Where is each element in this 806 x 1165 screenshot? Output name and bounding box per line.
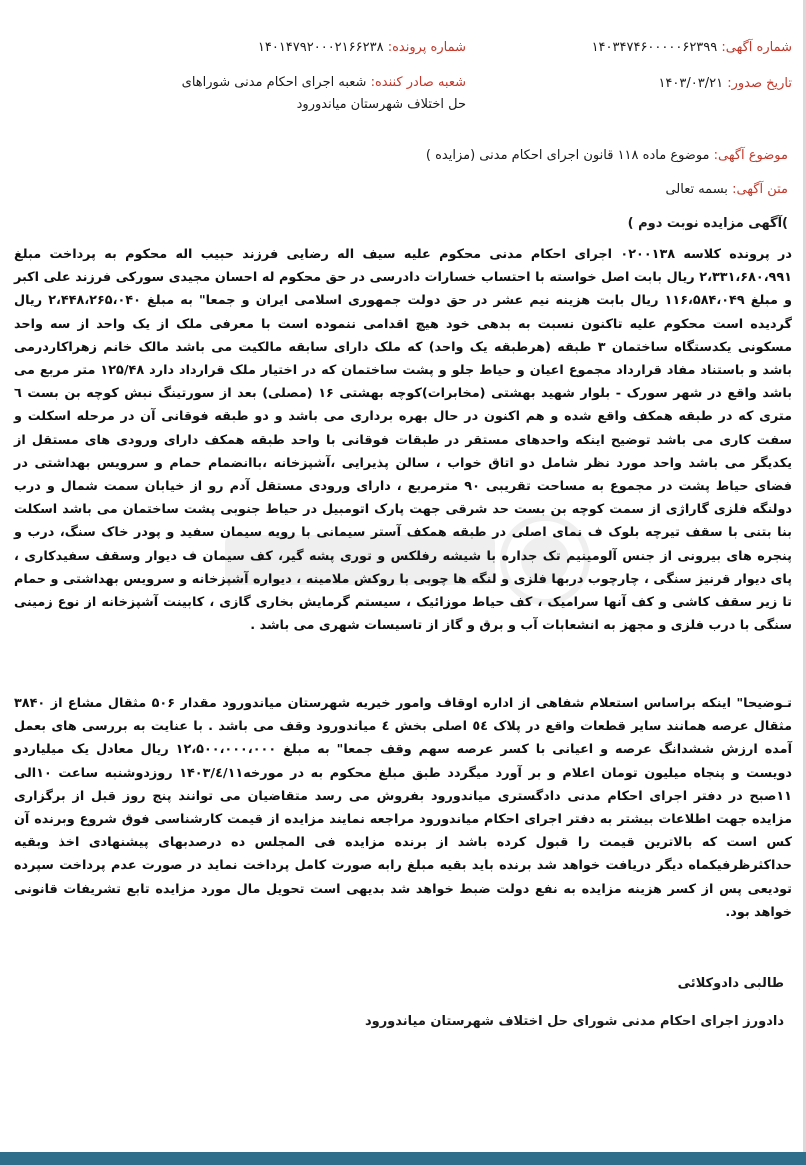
body-paragraph-1: در پرونده کلاسه ۰۲۰۰۱۳۸ اجرای احکام مدنی محکوم علیه سیف اله رضایی فرزند حبیب اله محکوم به پرداخت مبلغ ۲،۳۳۱،۶۸۰،۹۹۱ ریال بابت اصل خواسته با احتساب خسارات دادرسی در حق محکوم له احسان مجیدی سورکی فرزند علی اکبر و مبلغ ۱۱۶،۵۸۴،۰۴۹ ریال بابت هزینه نیم عشر در حق دولت جمهوری اسلامی ایران و جمعا" به مبلغ ۲،۴۴۸،۲۶۵،۰۴۰ ریال گردیده است محکوم علیه تاکنون نسبت به بدهی خود هیچ اقدامی ننموده است با معرفی ملک از یک واحد از سه واحد مسکونی یکدستگاه ساختمان ۳ طبقه (هرطبقه یک واحد) که ملک دارای سابقه مالکیت می باشد مالک خانم زهراکاردرمی باشد و باستناد مفاد قرارداد مجموع اعیان و حیاط جلو و پشت ساختمان که در اختیار ملک قرارداد دارد ۱۲۵/۴۸ متر مربع می باشد واقع در شهر سورک - بلوار شهید بهشتی (مخابرات)کوچه بهشتی ۱۶ (مصلی) بعد از سورتینگ نبش کوچه بن بست ٦ متری که در طبقه همکف واقع شده و هم اکنون در حال بهره برداری می باشد و دو طبقه فوقانی آن در مرحله اسکلت و سفت کاری می باشد توضیح اینکه واحدهای مستقر در طبقات فوقانی با واحد طبقه همکف دارای ورودی های مستقل از یکدیگر می باشد واحد مورد نظر شامل دو اتاق خواب ، سالن پذیرایی ،آشپزخانه ،باانضمام حمام و سرویس بهداشتی در فضای حیاط پشت در مجموع به مساحت تقریبی ۹۰ مترمربع ، دارای ورودی مستقل آدم رو از خیابان سمت شمال و درب دولنگه فلزی گاراژی از سمت کوچه بن بست حد شرقی جهت پارک اتومبیل در حیاط جنوبی پشت ساختمان می باشد اسکلت بنا بتنی با سقف تیرچه بلوک ف نمای اصلی در طبقه همکف آستر سیمانی با رویه سیمان سفید و پودر خاک سنگ، درب و پنجره های بیرونی از جنس آلومینیم تک جداره با شیشه رفلکس و توری پشه گیر، کف سیمان ف دیوار وسقف سفیدکاری ، پای دیوار قرنیز سنگی ، چارچوب دربها فلزی و لنگه ها چوبی با روکش ملامینه ، دیواره آشپزخانه و سرویس بهداشتی و حمام تا زیر سقف کاشی و کف آنها سرامیک ، کف حیاط موزائیک ، سیستم گرمایش بخاری گازی ، کابینت آشپزخانه از نوع زمینی سنگی با درب فلزی و مجهز به انشعابات آب و برق و گاز از تاسیسات شهری می باشد . [14, 247, 792, 634]
case-number-label: شماره پرونده: [387, 40, 466, 55]
issue-date [658, 76, 792, 91]
issuer-value: شعبه اجرای احکام مدنی شوراهای حل اختلاف شهرستان میاندورود [181, 75, 466, 112]
ad-number-value: ۱۴۰۳۴۷۴۶۰۰۰۰۰۶۲۳۹۹ [591, 40, 718, 55]
subject [426, 148, 788, 163]
ad-number [592, 40, 792, 55]
ad-number-label: شماره آگهی: [721, 40, 792, 55]
case-number [258, 40, 466, 55]
case-number-value: ۱۴۰۱۴۷۹۲۰۰۰۲۱۶۶۲۳۸ [257, 40, 384, 55]
subject-label: موضوع آگهی: [713, 148, 788, 163]
issue-date-label: تاریخ صدور: [727, 76, 792, 91]
bottom-bar [0, 1152, 806, 1165]
subject-value: موضوع ماده ۱۱۸ قانون اجرای احکام مدنی (مزایده ) [425, 148, 710, 163]
signature-position: دادورز اجرای احکام مدنی شورای حل اختلاف شهرستان میاندورود [364, 1014, 784, 1029]
text-heading-value: بسمه تعالی [665, 182, 728, 197]
issue-date-value: ۱۴۰۳/۰۳/۲۱ [658, 76, 724, 91]
issuer-label: شعبه صادر کننده: [370, 75, 466, 90]
text-heading [665, 182, 788, 197]
body-paragraph-2: تـوضیحا" اینکه براساس استعلام شفاهی از اداره اوقاف وامور خیریه شهرستان میاندورود مقدار ۵۰۶ مثقال مشاع از ۳۸۴۰ مثقال عرصه همانند سایر قطعات واقع در پلاک ٥٤ اصلی بخش ٤ میاندورود وقف می باشد . با عنایت به بررسی های بعمل آمده ارزش ششدانگ عرصه و اعیانی با کسر عرصه سهم وقف جمعا" به مبلغ ۱۲،۵۰۰،۰۰۰،۰۰۰ ریال معادل یک میلیاردو دویست و پنجاه میلیون تومان اعلام و بر آورد میگردد طبق مبلغ محکوم به در مورخه۱۴۰۳/٤/۱۱ روزدوشنبه ساعت ۱۰الی ۱۱صبح در دفتر اجرای احکام مدنی دادگستری میاندورود بفروش می رسد متقاضیان می توانند پنج روز قبل از برگزاری مزایده جهت اطلاعات بیشتر به دفتر اجرای احکام میاندورود مراجعه نمایند مزایده از قیمت کارشناسی فوق شروع وبرنده آن کس است که بالاترین قیمت را قبول کرده باشد از برنده مزایده فی المجلس ده درصدبهای پیشنهادی اخذ وبقیه حداکثرظرفیکماه دیگر دریافت خواهد شد برنده باید بقیه مبلغ رابه صورت کامل پرداخت نماید در صورت عدم پرداخت سپرده تودیعی پس از کسر هزینه مزایده به نفع دولت ضبط خواهد شد بدیهی است تحویل مال مورد مزایده تابع تشریفات قانونی خواهد بود. [14, 696, 792, 920]
notice-title: )آگهی مزایده نوبت دوم ) [627, 216, 788, 231]
issuer [166, 72, 466, 116]
signature-name: طالبی دادوکلائی [677, 976, 784, 991]
text-heading-label: متن آگهی: [732, 182, 788, 197]
